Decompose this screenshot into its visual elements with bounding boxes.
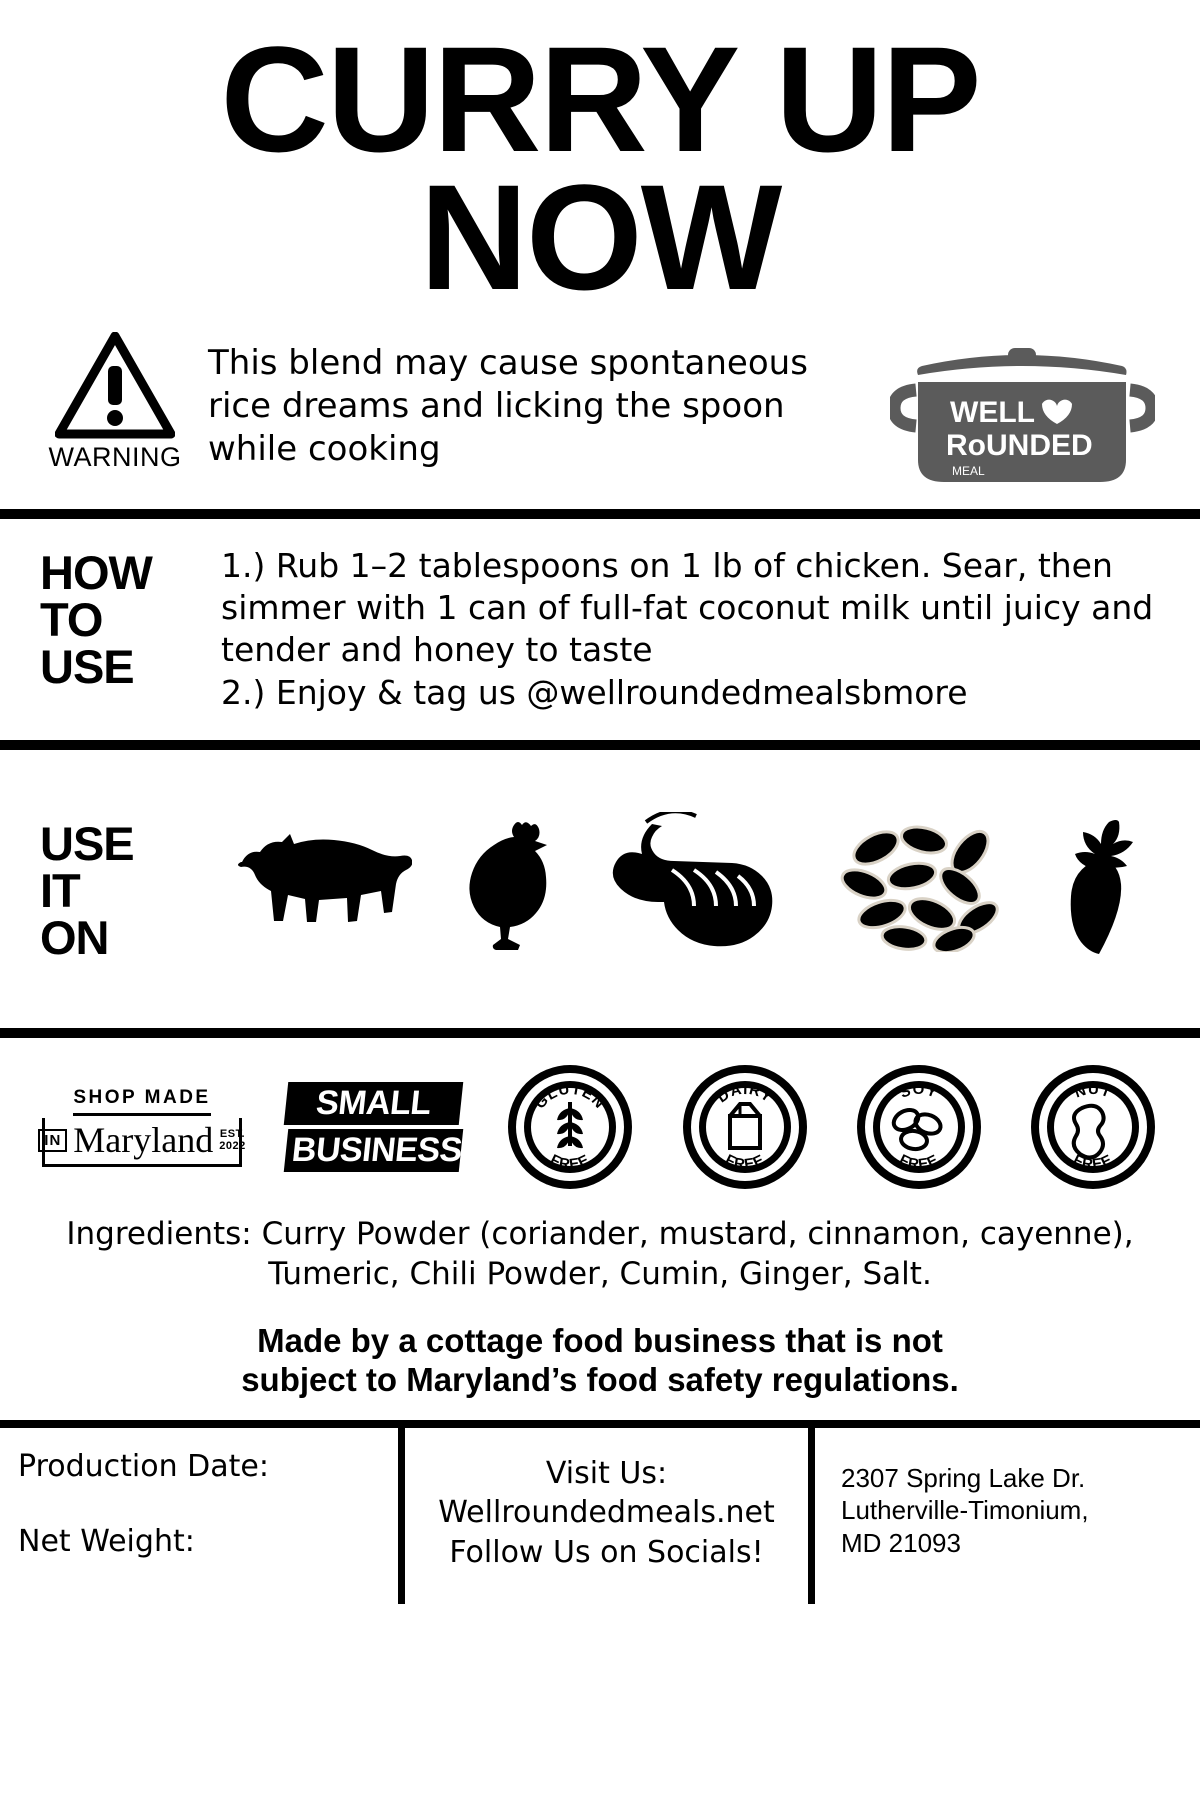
svg-text:RoUNDED: RoUNDED [946,429,1093,462]
cottage-food-notice [0,1299,1200,1420]
small-business-line-1: SMALL [284,1082,464,1125]
address-line-3: MD 21093 [841,1527,961,1558]
svg-text:GLUTEN: GLUTEN [532,1080,609,1113]
ingredients-text [0,1202,1200,1299]
svg-text:FREE: FREE [547,1151,594,1174]
brand-logo [890,324,1160,499]
shop-made-in-label: IN [38,1129,67,1152]
title-line-1: CURRY UP [220,15,980,183]
svg-text:FREE: FREE [1070,1151,1116,1174]
warning-label: WARNING [48,442,182,472]
cottage-notice-line-1: Made by a cottage food business that is not [257,1321,943,1359]
use-it-on-heading [40,816,205,965]
use-it-on-section [0,750,1200,1028]
maryland-box [42,1118,246,1167]
warning-text: This blend may cause spontaneous rice dreams and licking the spoon while cooking [208,343,808,469]
use-it-on-icons [215,812,1170,966]
footer-production-cell [0,1428,405,1604]
how-to-use-heading-line-2: TO [40,593,103,646]
small-business-badge [286,1082,465,1172]
soy-free-badge [854,1062,984,1192]
page-title [0,0,1200,321]
divider-3 [0,1028,1200,1038]
warning-section [0,306,1200,509]
visit-us-label: Visit Us: [545,1455,668,1491]
follow-socials-label: Follow Us on Socials! [449,1534,764,1570]
use-it-on-heading-line-3: ON [40,911,109,965]
svg-text:DAIRY: DAIRY [713,1080,776,1107]
shop-made-in-maryland-badge [42,1086,246,1167]
certification-badges [0,1038,1200,1202]
chicken-icon [452,819,572,958]
footer-address-cell [815,1428,1200,1604]
cooking-pot-icon [890,396,1155,499]
warning-badge [40,324,190,473]
cow-icon [232,822,412,956]
divider-1 [0,509,1200,519]
website-url[interactable]: Wellroundedmeals.net [438,1495,775,1531]
small-business-line-2: BUSINESS [284,1129,464,1172]
use-it-on-heading-line-1: USE [40,817,134,871]
net-weight-label: Net Weight: [18,1523,195,1559]
divider-2 [0,740,1200,750]
beans-icon [838,822,1013,956]
svg-text:NUT: NUT [1072,1080,1114,1102]
shop-made-est-label: EST. 2022 [219,1127,246,1152]
svg-text:FREE: FREE [721,1151,768,1174]
how-to-use-steps [221,545,1170,714]
ingredients-line-1: Ingredients: Curry Powder (coriander, mustard, cinnamon, cayenne), [66,1215,1134,1252]
svg-text:WELL: WELL [950,396,1035,429]
how-to-use-heading [40,545,205,693]
footer-visit-cell [405,1428,815,1604]
ingredients-line-2: Tumeric, Chili Powder, Cumin, Ginger, Salt. [268,1256,932,1293]
svg-text:FREE: FREE [896,1151,942,1174]
warning-triangle-icon [40,332,190,440]
svg-text:SOY: SOY [897,1080,941,1102]
gluten-free-badge [505,1062,635,1192]
nut-free-badge [1028,1062,1158,1192]
shop-made-state-label: Maryland [73,1119,214,1160]
address-line-1: 2307 Spring Lake Dr. [841,1462,1086,1493]
svg-text:MEAL: MEAL [952,464,985,478]
cottage-notice-line-2: subject to Maryland’s food safety regulations. [241,1361,959,1399]
footer [0,1420,1200,1604]
how-to-use-heading-line-3: USE [40,640,134,693]
how-to-use-section [0,519,1200,740]
use-it-on-heading-line-2: IT [40,864,80,918]
title-line-2: NOW [419,153,781,321]
how-to-use-step-1: 1.) Rub 1–2 tablespoons on 1 lb of chicken. Sear, then simmer with 1 can of full-fat coconut milk until juicy and tender and honey to taste [221,546,1154,670]
shop-made-label: SHOP MADE [73,1087,210,1116]
address-line-2: Lutherville-Timonium, [841,1495,1089,1526]
shrimp-icon [612,812,797,966]
production-date-label: Production Date: [18,1448,269,1484]
how-to-use-heading-line-1: HOW [40,546,152,599]
how-to-use-step-2: 2.) Enjoy & tag us @wellroundedmealsbmore [221,672,968,712]
carrot-icon [1053,814,1153,963]
dairy-free-badge [680,1062,810,1192]
